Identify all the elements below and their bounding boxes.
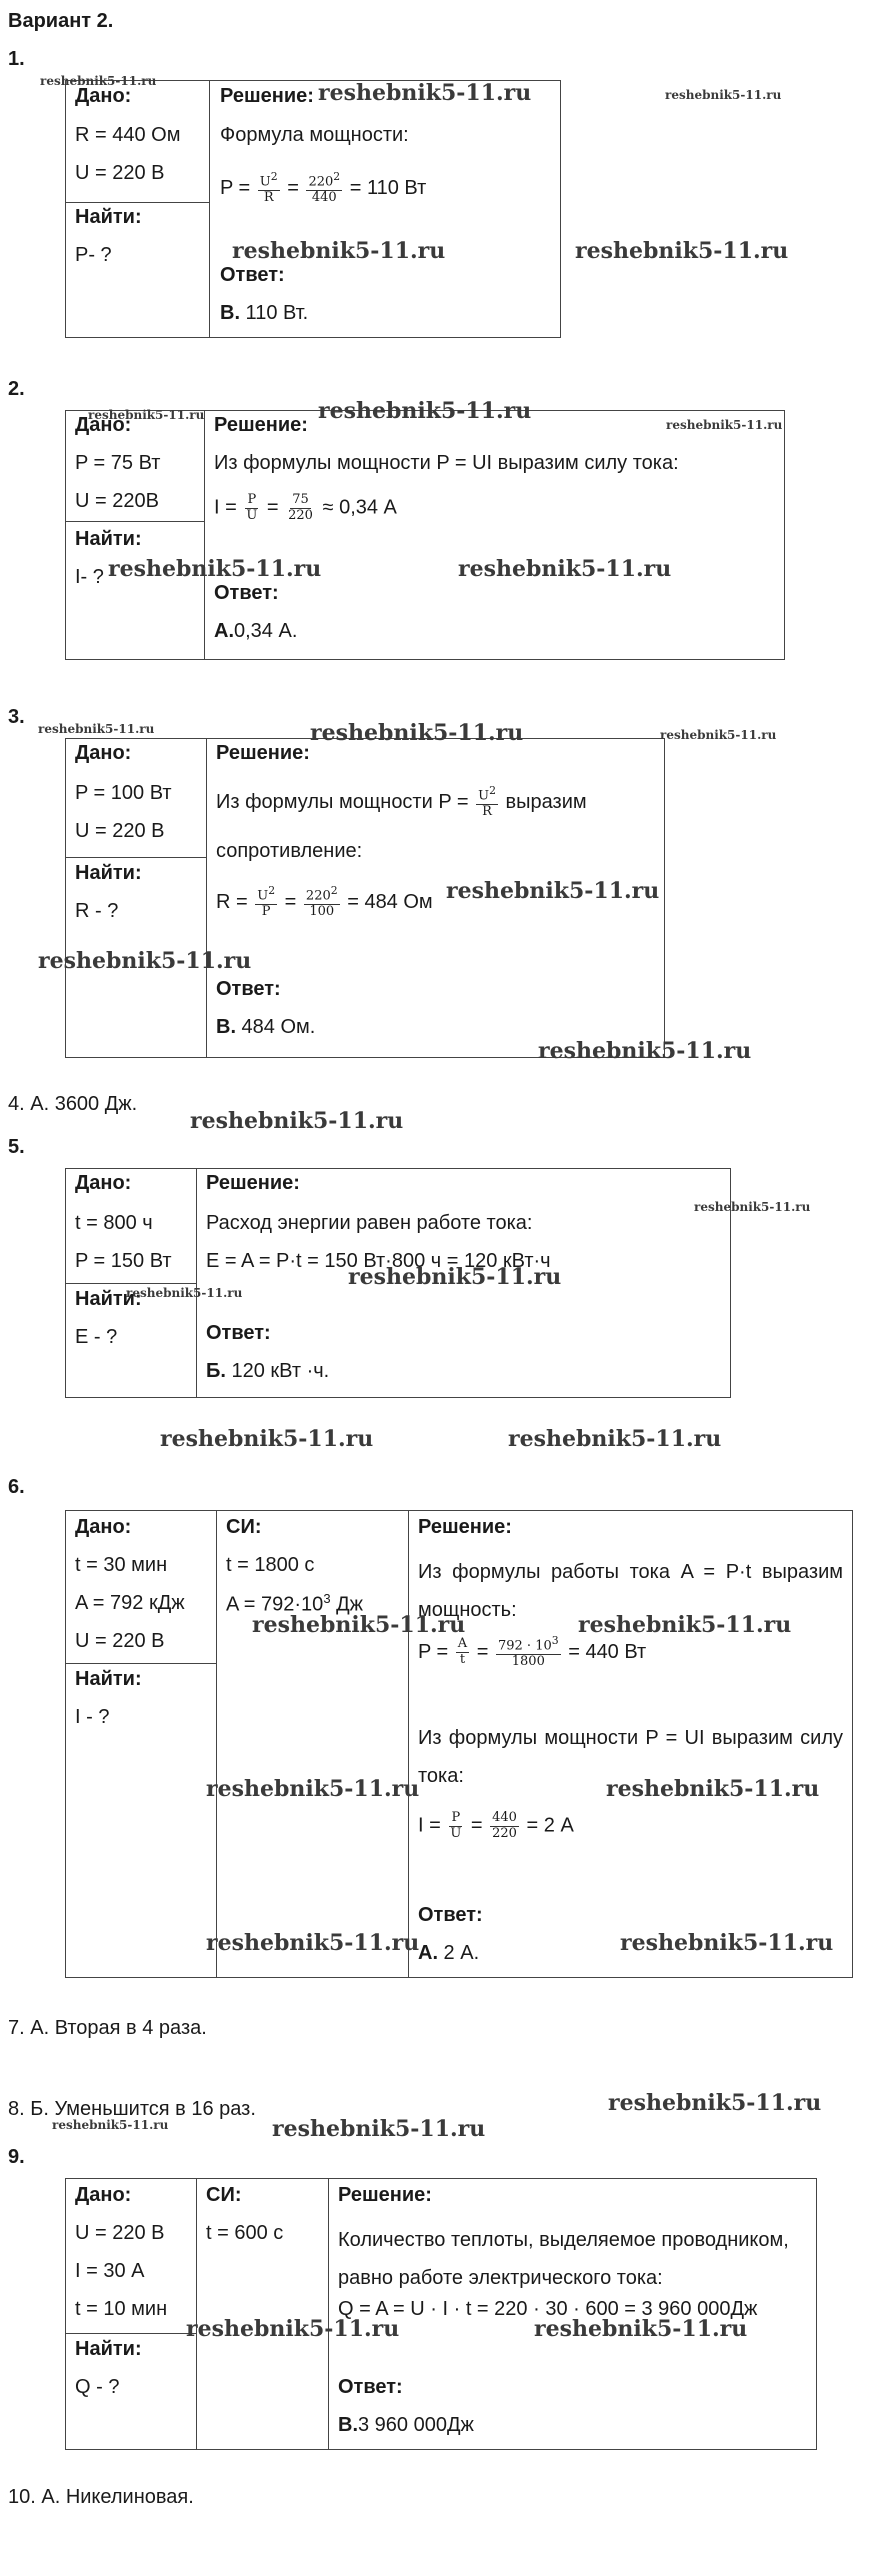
watermark: reshebnik5-11.ru bbox=[608, 2090, 822, 2116]
watermark: reshebnik5-11.ru bbox=[575, 238, 789, 264]
find-label: Найти: bbox=[75, 528, 142, 550]
watermark: reshebnik5-11.ru bbox=[534, 2316, 748, 2342]
watermark: reshebnik5-11.ru bbox=[190, 1108, 404, 1134]
given-item: A = 792 кДж bbox=[75, 1592, 185, 1614]
si-item: t = 600 с bbox=[206, 2222, 284, 2244]
watermark: reshebnik5-11.ru bbox=[458, 556, 672, 582]
solution-label: Решение: bbox=[216, 742, 310, 764]
solution-label: Решение: bbox=[214, 414, 308, 436]
given-item: U = 220 В bbox=[75, 820, 165, 842]
find-label: Найти: bbox=[75, 206, 142, 228]
watermark: reshebnik5-11.ru bbox=[660, 728, 777, 742]
given-label: Дано: bbox=[75, 85, 132, 107]
find-value: Q - ? bbox=[75, 2376, 120, 2398]
solution-text: Из формулы мощности P = $\frac{U^2}{R}$ выразим bbox=[216, 784, 587, 820]
task-number: 5. bbox=[8, 1136, 25, 1158]
watermark: reshebnik5-11.ru bbox=[186, 2316, 400, 2342]
find-label: Найти: bbox=[75, 1288, 142, 1310]
solution-text: Из формулы работы тока A = P·t выразим мощность: bbox=[418, 1561, 843, 1621]
watermark: reshebnik5-11.ru bbox=[310, 720, 524, 746]
given-item: P = 100 Вт bbox=[75, 782, 172, 804]
given-item: P = 150 Вт bbox=[75, 1250, 172, 1272]
answer-label: Ответ: bbox=[418, 1904, 483, 1926]
watermark: reshebnik5-11.ru bbox=[538, 1038, 752, 1064]
task-number: 2. bbox=[8, 378, 25, 400]
given-item: t = 800 ч bbox=[75, 1212, 153, 1234]
watermark: reshebnik5-11.ru bbox=[160, 1426, 374, 1452]
answer: А.0,34 А. bbox=[214, 620, 298, 642]
watermark: reshebnik5-11.ru bbox=[232, 238, 446, 264]
watermark: reshebnik5-11.ru bbox=[578, 1612, 792, 1638]
answer-label: Ответ: bbox=[220, 264, 285, 286]
si-label: СИ: bbox=[226, 1516, 262, 1538]
task-2-table bbox=[65, 410, 785, 660]
solution-label: Решение: bbox=[418, 1516, 512, 1538]
task-1-table bbox=[65, 80, 561, 338]
watermark: reshebnik5-11.ru bbox=[446, 878, 660, 904]
watermark: reshebnik5-11.ru bbox=[318, 398, 532, 424]
solution-text: Формула мощности: bbox=[220, 124, 409, 146]
find-label: Найти: bbox=[75, 2338, 142, 2360]
given-label: Дано: bbox=[75, 1516, 132, 1538]
solution-label: Решение: bbox=[220, 85, 314, 107]
watermark: reshebnik5-11.ru bbox=[40, 74, 157, 88]
si-item: $A = 792\cdot 10^3$ Дж bbox=[226, 1591, 364, 1616]
task-number: 6. bbox=[8, 1476, 25, 1498]
watermark: reshebnik5-11.ru bbox=[508, 1426, 722, 1452]
given-item: R = 440 Ом bbox=[75, 124, 181, 146]
answer: Б. 120 кВт ·ч. bbox=[206, 1360, 330, 1382]
given-label: Дано: bbox=[75, 1172, 132, 1194]
task-number: 1. bbox=[8, 48, 25, 70]
watermark: reshebnik5-11.ru bbox=[38, 722, 155, 736]
given-item: t = 30 мин bbox=[75, 1554, 168, 1576]
given-label: Дано: bbox=[75, 742, 132, 764]
watermark: reshebnik5-11.ru bbox=[126, 1286, 243, 1300]
find-value: I - ? bbox=[75, 1706, 110, 1728]
formula: I = $\frac{P}{U}$ = $\frac{75}{220}$ ≈ 0,34 А bbox=[214, 492, 397, 523]
solution-label: Решение: bbox=[338, 2184, 432, 2206]
given-item: U = 220В bbox=[75, 490, 159, 512]
answer-line: 4. А. 3600 Дж. bbox=[8, 1093, 138, 1115]
task-6-table bbox=[65, 1510, 853, 1978]
find-value: E - ? bbox=[75, 1326, 118, 1348]
watermark: reshebnik5-11.ru bbox=[252, 1612, 466, 1638]
answer: А. 2 А. bbox=[418, 1942, 480, 1964]
find-value: P- ? bbox=[75, 244, 112, 266]
task-9-table bbox=[65, 2178, 817, 2450]
formula: P = $\frac{U^2}{R}$ = $\frac{220^2}{440}$ = 110 Вт bbox=[220, 170, 427, 206]
given-item: U = 220 В bbox=[75, 2222, 165, 2244]
given-item: I = 30 А bbox=[75, 2260, 145, 2282]
answer: В. 110 Вт. bbox=[220, 302, 309, 324]
find-label: Найти: bbox=[75, 862, 142, 884]
watermark: reshebnik5-11.ru bbox=[206, 1776, 420, 1802]
solution-label: Решение: bbox=[206, 1172, 300, 1194]
formula: P = $\frac{A}{t}$ = $\frac{792 \cdot 10^3}{1800}$ = 440 Вт bbox=[418, 1634, 647, 1670]
watermark: reshebnik5-11.ru bbox=[206, 1930, 420, 1956]
given-item: U = 220 В bbox=[75, 162, 165, 184]
task-number: 9. bbox=[8, 2146, 25, 2168]
solution-text: сопротивление: bbox=[216, 840, 363, 862]
formula: Q = A = U · I · t = 220 · 30 · 600 = 3 960 000Дж bbox=[338, 2298, 758, 2320]
watermark: reshebnik5-11.ru bbox=[606, 1776, 820, 1802]
find-label: Найти: bbox=[75, 1668, 142, 1690]
watermark: reshebnik5-11.ru bbox=[620, 1930, 834, 1956]
watermark: reshebnik5-11.ru bbox=[52, 2118, 169, 2132]
watermark: reshebnik5-11.ru bbox=[108, 556, 322, 582]
answer-line: 8. Б. Уменьшится в 16 раз. bbox=[8, 2098, 256, 2120]
answer-line: 7. А. Вторая в 4 раза. bbox=[8, 2017, 207, 2039]
si-item: t = 1800 с bbox=[226, 1554, 315, 1576]
watermark: reshebnik5-11.ru bbox=[88, 408, 205, 422]
formula: R = $\frac{U^2}{P}$ = $\frac{220^2}{100}$ = 484 Ом bbox=[216, 884, 433, 920]
find-value: R - ? bbox=[75, 900, 119, 922]
solution-text: Расход энергии равен работе тока: bbox=[206, 1212, 533, 1234]
given-item: P = 75 Вт bbox=[75, 452, 161, 474]
solution-text: Из формулы мощности P = UI выразим силу тока: bbox=[418, 1727, 843, 1787]
formula: I = $\frac{P}{U}$ = $\frac{440}{220}$ = 2 А bbox=[418, 1810, 574, 1841]
answer-label: Ответ: bbox=[216, 978, 281, 1000]
watermark: reshebnik5-11.ru bbox=[348, 1264, 562, 1290]
si-label: СИ: bbox=[206, 2184, 242, 2206]
watermark: reshebnik5-11.ru bbox=[318, 80, 532, 106]
given-label: Дано: bbox=[75, 2184, 132, 2206]
answer-label: Ответ: bbox=[206, 1322, 271, 1344]
watermark: reshebnik5-11.ru bbox=[272, 2116, 486, 2142]
page-title: Вариант 2. bbox=[8, 10, 114, 32]
answer: В.3 960 000Дж bbox=[338, 2414, 474, 2436]
find-value: I- ? bbox=[75, 566, 104, 588]
answer-label: Ответ: bbox=[214, 582, 279, 604]
watermark: reshebnik5-11.ru bbox=[665, 88, 782, 102]
task-number: 3. bbox=[8, 706, 25, 728]
solution-text: Количество теплоты, выделяемое проводником, равно работе электрического тока: bbox=[338, 2229, 789, 2289]
watermark: reshebnik5-11.ru bbox=[666, 418, 783, 432]
answer-line: 10. А. Никелиновая. bbox=[8, 2486, 194, 2508]
answer: В. 484 Ом. bbox=[216, 1016, 316, 1038]
solution-text: Из формулы мощности P = UI выразим силу тока: bbox=[214, 452, 679, 474]
given-item: t = 10 мин bbox=[75, 2298, 168, 2320]
given-item: U = 220 В bbox=[75, 1630, 165, 1652]
formula: E = A = P·t = 150 Вт·800 ч = 120 кВт·ч bbox=[206, 1250, 551, 1272]
watermark: reshebnik5-11.ru bbox=[694, 1200, 811, 1214]
watermark: reshebnik5-11.ru bbox=[38, 948, 252, 974]
answer-label: Ответ: bbox=[338, 2376, 403, 2398]
given-label: Дано: bbox=[75, 414, 132, 436]
